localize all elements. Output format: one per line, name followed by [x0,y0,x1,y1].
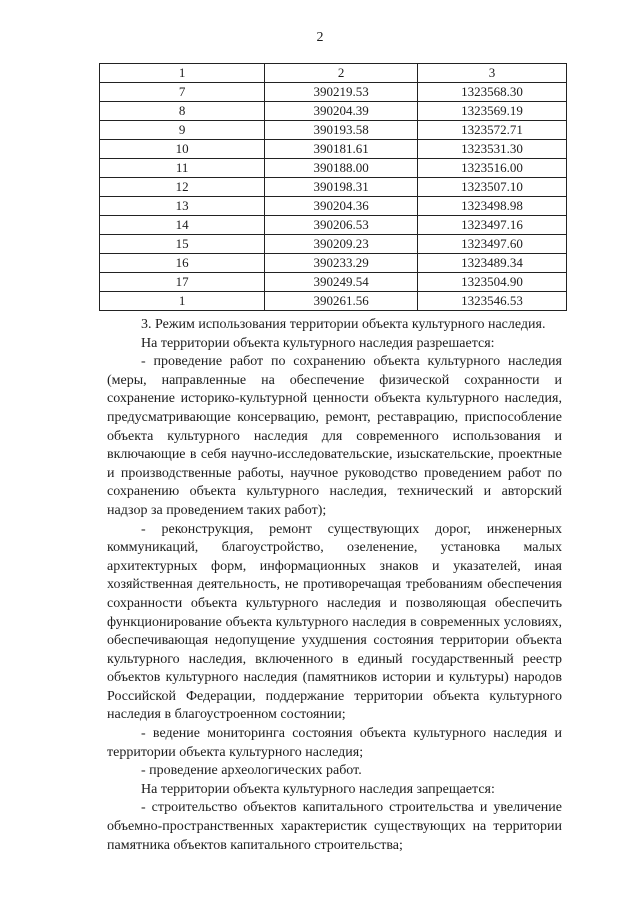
point-number-cell: 10 [100,140,265,159]
y-coordinate-cell: 1323568.30 [418,83,567,102]
allowed-item: - реконструкция, ремонт существующих дорог, инженерных коммуникаций, благоустройство, озеленение, установка малых архитектурных форм, информационных знаков и указателей, иная хозяйственная деятельность, не противоречащая требованиям обеспечения сохранности объекта культурного наследия и позволяющая обеспечить функционирование объекта культурного наследия в современных условиях, обеспечивающая недопущение ухудшения состояния территории объекта культурного наследия, включенного в единый государственный реестр объектов культурного наследия (памятников истории и культуры) народов Российской Федерации, поддержание территории объекта культурного наследия в благоустроенном состоянии; [107,521,562,723]
table-row [100,216,567,235]
page-number: 2 [316,30,324,45]
x-coordinate-cell: 390261.56 [265,292,418,311]
x-coordinate-cell: 390204.36 [265,197,418,216]
y-coordinate-cell: 1323497.16 [418,216,567,235]
point-number-cell: 8 [100,102,265,121]
table-row [100,140,567,159]
table-row [100,83,567,102]
table-row [100,178,567,197]
table-row [100,121,567,140]
point-number-cell: 14 [100,216,265,235]
point-number-cell: 16 [100,254,265,273]
y-coordinate-cell: 1323498.98 [418,197,567,216]
coordinates-table [99,63,567,311]
x-coordinate-cell: 390219.53 [265,83,418,102]
x-coordinate-cell: 390206.53 [265,216,418,235]
table-header-cell: 3 [418,64,567,83]
allowed-item: - проведение археологических работ. [141,763,362,779]
y-coordinate-cell: 1323546.53 [418,292,567,311]
y-coordinate-cell: 1323569.19 [418,102,567,121]
allowed-heading: На территории объекта культурного наследия разрешается: [141,335,495,351]
x-coordinate-cell: 390204.39 [265,102,418,121]
section-title: 3. Режим использования территории объекта культурного наследия. [141,317,546,332]
table-row [100,273,567,292]
x-coordinate-cell: 390181.61 [265,140,418,159]
table-row [100,197,567,216]
table-row [100,235,567,254]
point-number-cell: 11 [100,159,265,178]
x-coordinate-cell: 390233.29 [265,254,418,273]
y-coordinate-cell: 1323516.00 [418,159,567,178]
table-row [100,292,567,311]
point-number-cell: 1 [100,292,265,311]
document-body [107,316,562,855]
allowed-item: - проведение работ по сохранению объекта культурного наследия (меры, направленные на обеспечение физической сохранности и сохранение историко-культурной ценности объекта культурного наследия, предусматривающие консервацию, ремонт, реставрацию, приспособление объекта культурного наследия для современного использования и включающие в себя научно-исследовательские, изыскательские, проектные и производственные работы, научное руководство проведением работ по сохранению объекта культурного наследия, технический и авторский надзор за проведением таких работ); [107,354,562,518]
y-coordinate-cell: 1323572.71 [418,121,567,140]
x-coordinate-cell: 390198.31 [265,178,418,197]
table-header-cell: 2 [265,64,418,83]
point-number-cell: 7 [100,83,265,102]
point-number-cell: 9 [100,121,265,140]
y-coordinate-cell: 1323497.60 [418,235,567,254]
forbidden-heading: На территории объекта культурного наследия запрещается: [141,781,495,797]
x-coordinate-cell: 390209.23 [265,235,418,254]
x-coordinate-cell: 390193.58 [265,121,418,140]
y-coordinate-cell: 1323489.34 [418,254,567,273]
y-coordinate-cell: 1323507.10 [418,178,567,197]
forbidden-item: - строительство объектов капитального строительства и увеличение объемно-пространственных характеристик существующих на территории памятника объектов капитального строительства; [107,800,562,853]
table-header-cell: 1 [100,64,265,83]
allowed-item: - ведение мониторинга состояния объекта культурного наследия и территории объекта культурного наследия; [107,726,562,760]
x-coordinate-cell: 390249.54 [265,273,418,292]
point-number-cell: 13 [100,197,265,216]
point-number-cell: 17 [100,273,265,292]
x-coordinate-cell: 390188.00 [265,159,418,178]
point-number-cell: 12 [100,178,265,197]
y-coordinate-cell: 1323504.90 [418,273,567,292]
table-row [100,254,567,273]
table-row [100,159,567,178]
y-coordinate-cell: 1323531.30 [418,140,567,159]
point-number-cell: 15 [100,235,265,254]
table-header-row [100,64,567,83]
table-row [100,102,567,121]
